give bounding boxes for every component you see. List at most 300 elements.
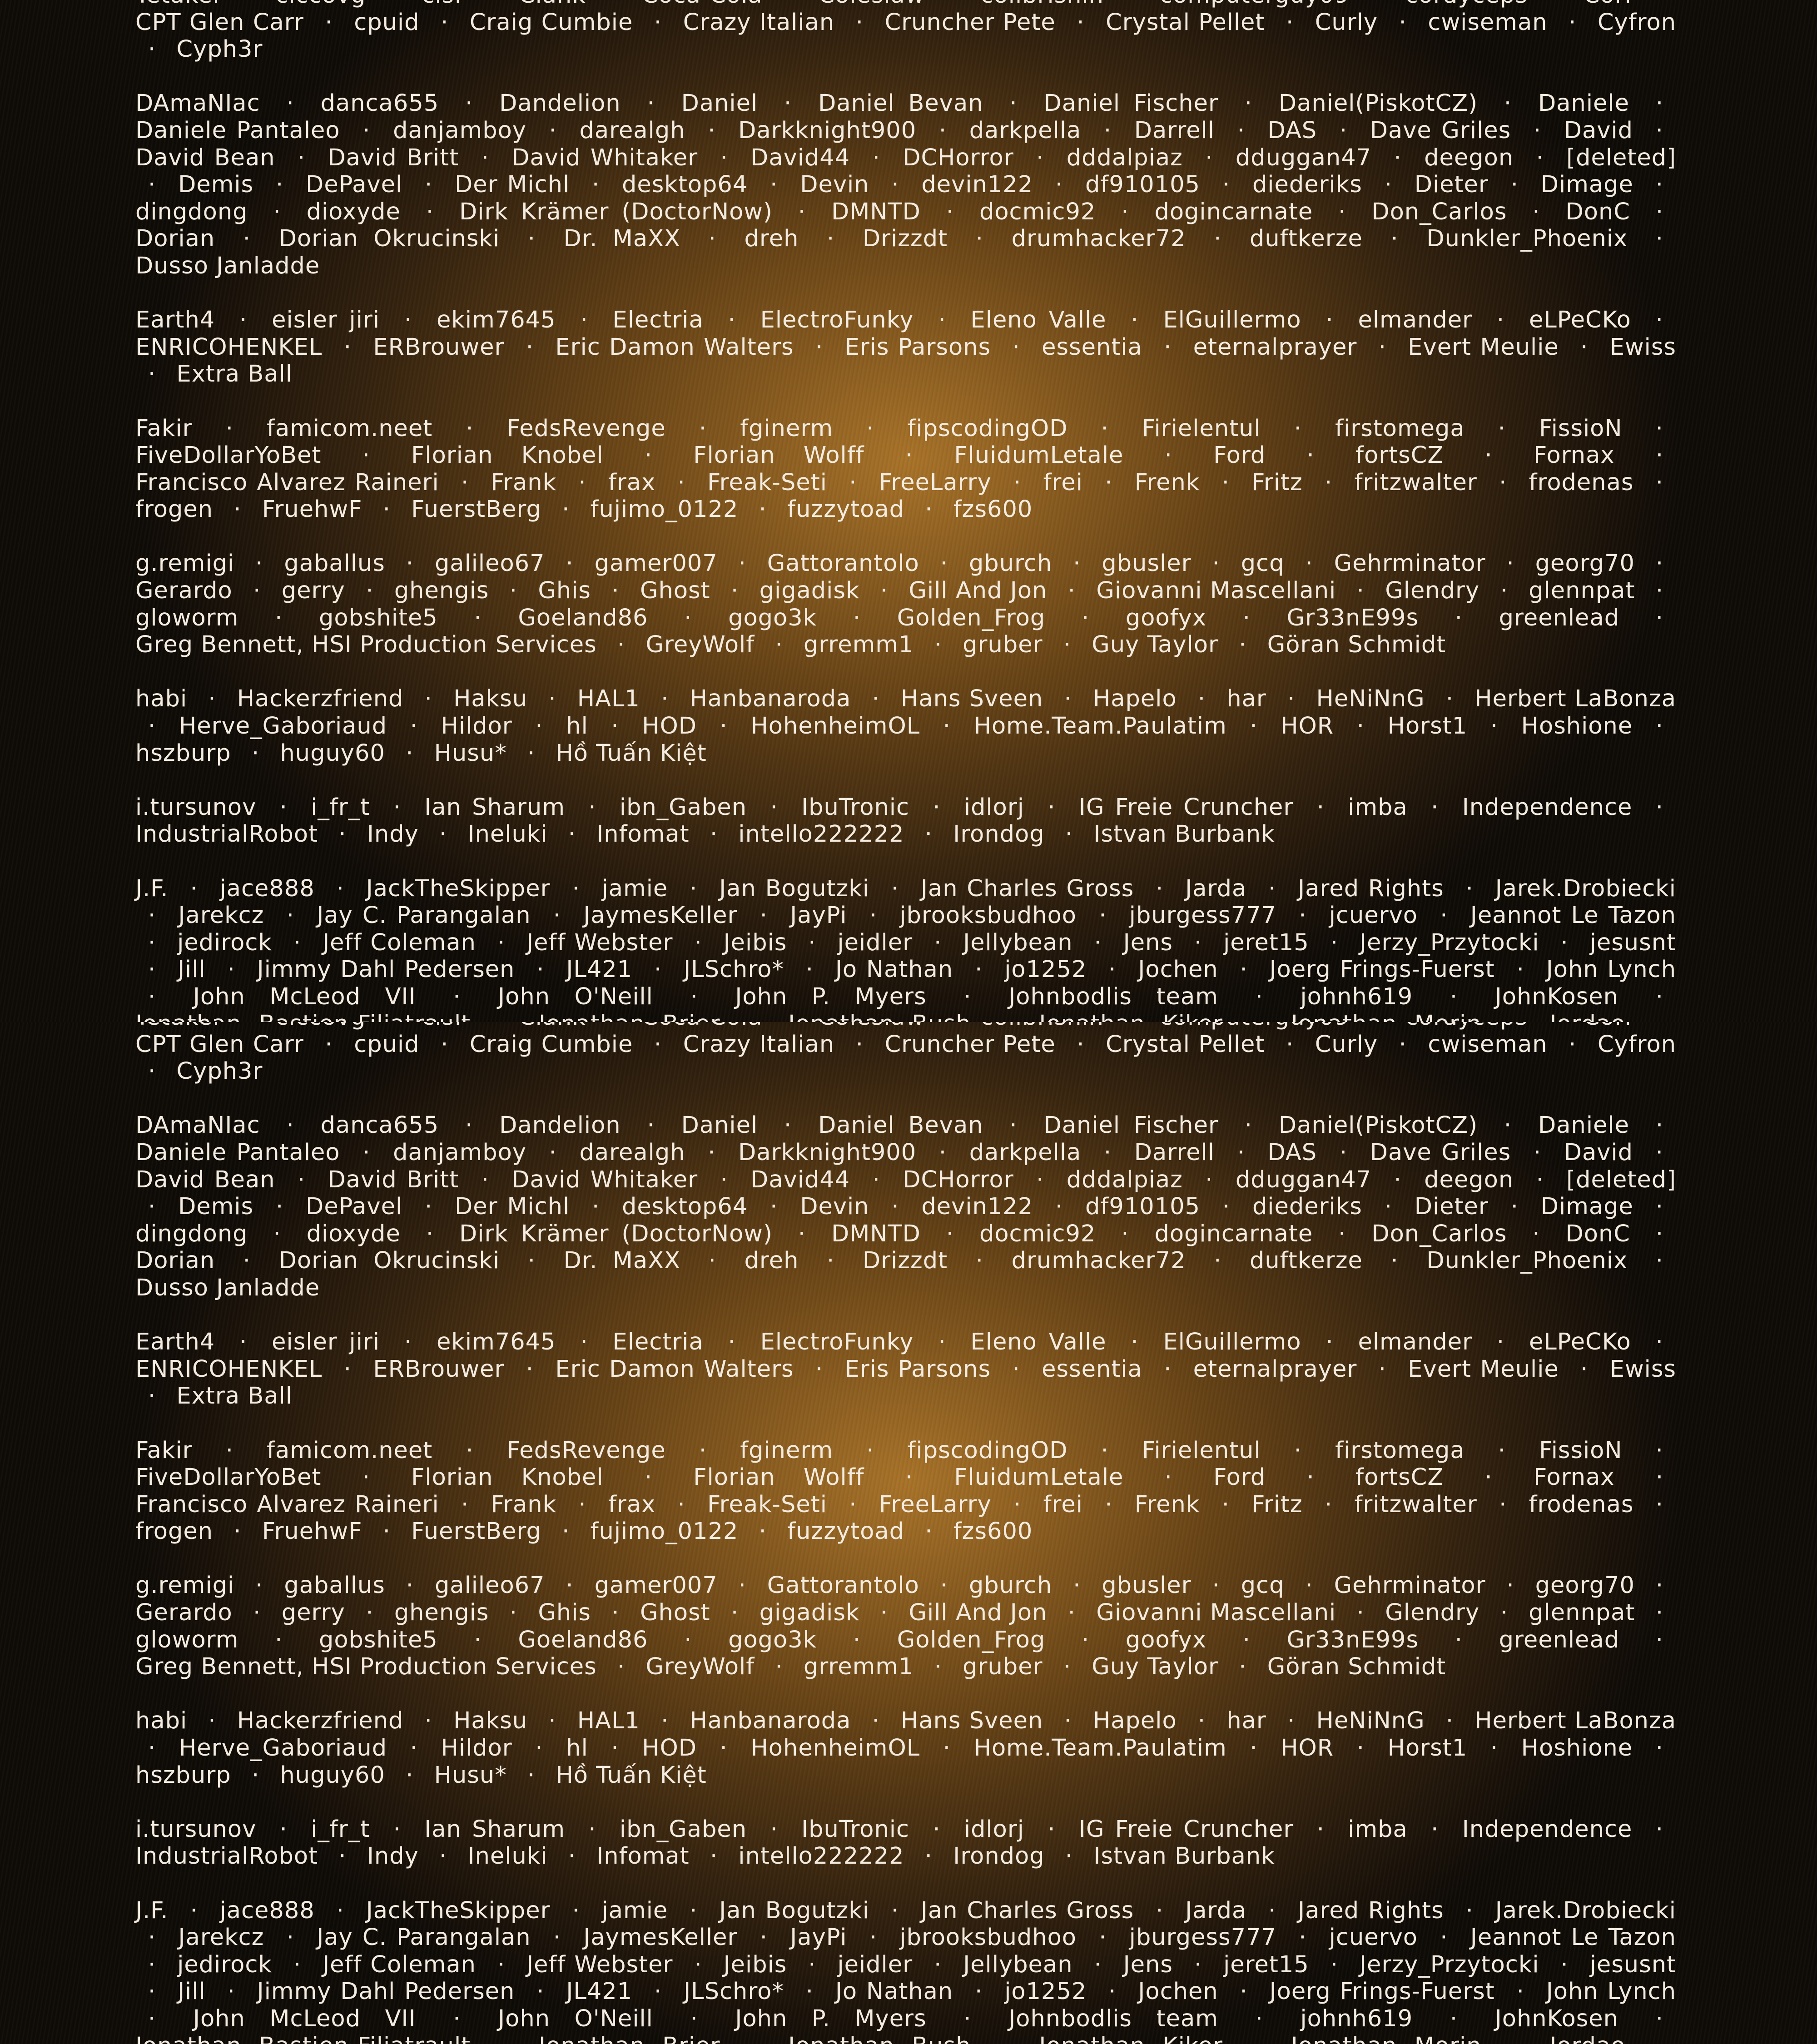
separator-dot: · xyxy=(1488,1599,1521,1626)
separator-dot: · xyxy=(859,685,893,712)
separator-dot: · xyxy=(549,1518,582,1545)
contributor-name: Joerg Frings-Fuerst xyxy=(1270,1978,1495,2005)
contributor-name: diederiks xyxy=(1252,171,1362,198)
separator-dot: · xyxy=(536,685,569,712)
separator-dot: · xyxy=(1237,1735,1270,1761)
contributor-name: FuerstBerg xyxy=(411,496,541,523)
contributor-name: FissioN xyxy=(1539,415,1622,442)
contributor-name: JackTheSkipper xyxy=(366,875,551,902)
contributor-name: gburch xyxy=(969,550,1052,577)
contributor-name: Cyph3r xyxy=(177,36,263,63)
separator-dot: · xyxy=(1001,1491,1034,1518)
contributor-name: FruehwF xyxy=(262,496,362,523)
contributor-name: ElectroFunky xyxy=(760,1329,914,1355)
separator-dot: · xyxy=(859,1707,893,1734)
separator-dot: · xyxy=(452,1112,486,1139)
contributor-name: fginerm xyxy=(740,415,833,442)
contributor-name: grremm1 xyxy=(804,1653,913,1680)
contributor-name: ekim7645 xyxy=(437,1329,556,1355)
contributor-name: John McLeod VII xyxy=(193,983,416,1010)
separator-dot: · xyxy=(1096,1978,1129,2005)
contributor-name: fortsCZ xyxy=(1355,1464,1444,1491)
separator-dot: · xyxy=(1091,1139,1124,1166)
separator-dot: · xyxy=(392,1329,425,1355)
separator-dot: · xyxy=(757,1193,790,1220)
contributor-name: g.remigi xyxy=(135,550,234,577)
contributor-name: df910105 xyxy=(1085,171,1200,198)
separator-dot: · xyxy=(1091,117,1124,144)
separator-dot: · xyxy=(1210,1193,1243,1220)
separator-dot: · xyxy=(1151,1356,1184,1383)
contributor-name: Hanbanaroda xyxy=(690,1707,851,1734)
separator-dot: · xyxy=(1256,875,1289,902)
separator-dot: · xyxy=(135,361,169,387)
separator-dot: · xyxy=(135,171,169,198)
contributor-name: DonC xyxy=(1566,1220,1630,1247)
contributor-name: Gill And Jon xyxy=(909,1599,1048,1626)
contributor-name: ENRICOHENKEL xyxy=(135,334,322,361)
contributor-name: fujimo_0122 xyxy=(591,1518,739,1545)
separator-dot: · xyxy=(1294,1464,1327,1491)
contributor-name: eLPeCKo xyxy=(1529,307,1631,333)
contributor-name: Hoshione xyxy=(1521,713,1633,739)
separator-dot: · xyxy=(1643,225,1676,252)
contributor-name: devin122 xyxy=(921,1193,1033,1220)
contributor-name: Hapelo xyxy=(1093,1707,1177,1734)
contributor-name: GreyWolf xyxy=(645,1653,755,1680)
separator-dot: · xyxy=(726,550,759,577)
separator-dot: · xyxy=(1519,198,1553,225)
separator-dot: · xyxy=(566,469,599,496)
separator-dot: · xyxy=(1498,1193,1531,1220)
contributor-name: Dorian xyxy=(135,225,215,252)
contributor-name: dddalpiaz xyxy=(1067,144,1183,171)
separator-dot: · xyxy=(930,713,963,739)
separator-dot: · xyxy=(921,929,954,956)
separator-dot: · xyxy=(1256,1897,1289,1924)
separator-dot: · xyxy=(1643,1816,1676,1843)
contributor-name: Jeff Coleman xyxy=(323,929,476,956)
separator-dot: · xyxy=(1209,1491,1242,1518)
contributor-name: Der Michl xyxy=(455,171,570,198)
contributor-name: hl xyxy=(566,713,588,739)
contributor-name: Jens xyxy=(1123,929,1173,956)
contributor-name: Craig Cumbie xyxy=(470,1031,633,1058)
separator-dot: · xyxy=(227,1329,260,1355)
contributor-name: dingdong xyxy=(135,1220,248,1247)
separator-dot: · xyxy=(515,740,548,767)
contributor-name: Jan Charles Gross xyxy=(921,875,1134,902)
separator-dot: · xyxy=(1643,90,1676,117)
separator-dot: · xyxy=(1643,1464,1676,1491)
contributor-name: DMNTD xyxy=(831,198,921,225)
separator-dot: · xyxy=(135,1058,169,1085)
separator-dot: · xyxy=(1069,1627,1102,1653)
contributor-name: Eric Damon Walters xyxy=(555,1356,794,1383)
contributor-name: Eleno Valle xyxy=(971,1329,1107,1355)
contributor-name: [deleted] xyxy=(1566,144,1676,171)
separator-dot: · xyxy=(1381,1166,1414,1193)
contributor-name: ghengis xyxy=(394,577,489,604)
separator-dot: · xyxy=(1524,1166,1557,1193)
contributor-name: FiveDollarYoBet xyxy=(135,1464,321,1491)
separator-dot: · xyxy=(1494,1572,1527,1599)
separator-dot: · xyxy=(515,1762,548,1789)
contributor-name: dreh xyxy=(744,225,799,252)
contributor-name: Jan Bogutzki xyxy=(719,1897,869,1924)
contributor-name: HAL1 xyxy=(577,685,640,712)
contributor-name: gerry xyxy=(282,1599,345,1626)
contributor-name: Ian Sharum xyxy=(424,794,565,821)
contributor-name: i.tursunov xyxy=(135,1816,256,1843)
separator-dot: · xyxy=(326,821,359,848)
separator-dot: · xyxy=(1472,442,1505,469)
contributor-name: georg70 xyxy=(1535,550,1635,577)
contributor-name: jedirock xyxy=(177,929,272,956)
contributor-name: eisler jiri xyxy=(272,1329,380,1355)
contributor-name: Indy xyxy=(367,1843,419,1870)
contributor-name: imba xyxy=(1348,1816,1407,1843)
separator-dot: · xyxy=(1292,550,1326,577)
contributor-name: John O'Neill xyxy=(498,2005,653,2032)
separator-dot: · xyxy=(240,1599,273,1626)
separator-dot: · xyxy=(452,90,486,117)
separator-dot: · xyxy=(1366,334,1399,361)
separator-dot: · xyxy=(1312,469,1345,496)
contributor-name: greenlead xyxy=(1499,1627,1619,1653)
separator-dot: · xyxy=(260,1220,293,1247)
separator-dot: · xyxy=(1453,1897,1486,1924)
contributor-name: Electria xyxy=(613,307,704,333)
separator-dot: · xyxy=(747,1924,780,1951)
separator-dot: · xyxy=(135,713,169,739)
separator-dot: · xyxy=(324,1897,357,1924)
contributor-name: Jarekcz xyxy=(179,902,264,929)
separator-dot: · xyxy=(177,875,210,902)
separator-dot: · xyxy=(428,1031,461,1058)
separator-dot: · xyxy=(1488,577,1521,604)
separator-dot: · xyxy=(912,1518,945,1545)
contributor-name: Curly xyxy=(1315,9,1378,36)
separator-dot: · xyxy=(536,1707,569,1734)
separator-dot: · xyxy=(1643,442,1676,469)
separator-dot: · xyxy=(928,1572,961,1599)
separator-dot: · xyxy=(1081,929,1114,956)
separator-dot: · xyxy=(393,1762,426,1789)
separator-dot: · xyxy=(671,1627,705,1653)
separator-dot: · xyxy=(1152,442,1185,469)
separator-dot: · xyxy=(762,1653,795,1680)
separator-dot: · xyxy=(412,685,445,712)
contributor-name: Ineluki xyxy=(468,821,548,848)
contributor-name: Jo Nathan xyxy=(835,956,953,983)
contributor-name: David Bean xyxy=(135,144,275,171)
contributor-name: Crazy Italian xyxy=(683,1031,835,1058)
contributor-name: Dieter xyxy=(1415,171,1489,198)
separator-dot: · xyxy=(677,983,710,1010)
contributor-name: frodenas xyxy=(1529,469,1634,496)
separator-dot: · xyxy=(836,469,869,496)
separator-dot: · xyxy=(412,1707,445,1734)
separator-dot: · xyxy=(1519,1220,1553,1247)
separator-dot: · xyxy=(757,171,790,198)
contributor-name: Jimmy Dahl Pedersen xyxy=(257,956,515,983)
separator-dot: · xyxy=(1096,956,1129,983)
contributor-name: fipscodingOD xyxy=(908,415,1068,442)
separator-dot: · xyxy=(1060,550,1093,577)
contributor-name: Home.Team.Paulatim xyxy=(974,1735,1227,1761)
contributor-name: Husu* xyxy=(434,740,507,767)
contributor-name: essentia xyxy=(1042,334,1142,361)
separator-dot: · xyxy=(350,1464,383,1491)
separator-dot: · xyxy=(262,605,295,631)
contributor-name: gloworm xyxy=(135,605,238,631)
contributor-name: gamer007 xyxy=(595,1572,718,1599)
separator-dot: · xyxy=(1294,442,1327,469)
contributor-name: intello222222 xyxy=(738,821,904,848)
separator-dot: · xyxy=(1227,956,1260,983)
contributor-name: Daniel Bevan xyxy=(818,90,983,117)
separator-dot: · xyxy=(1086,902,1119,929)
contributor-name: Frenk xyxy=(1135,469,1200,496)
separator-dot: · xyxy=(274,902,307,929)
contributor-name: darkpella xyxy=(969,1139,1081,1166)
contributor-name: Jarda xyxy=(1185,875,1246,902)
separator-dot: · xyxy=(962,956,995,983)
separator-dot: · xyxy=(1060,1572,1093,1599)
contributor-name: Ghis xyxy=(538,577,591,604)
separator-dot: · xyxy=(857,1924,890,1951)
contributor-name: intello222222 xyxy=(738,1843,904,1870)
contributor-name: Göran Schmidt xyxy=(1267,1653,1446,1680)
contributor-name: Eric Damon Walters xyxy=(555,334,794,361)
separator-dot: · xyxy=(1437,2005,1470,2032)
separator-dot: · xyxy=(707,1166,740,1193)
separator-dot: · xyxy=(925,307,958,333)
contributor-name: Hildor xyxy=(441,1735,512,1761)
separator-dot: · xyxy=(926,1139,959,1166)
contributor-name: Fritz xyxy=(1251,469,1303,496)
contributor-name: GreyWolf xyxy=(645,631,755,658)
separator-dot: · xyxy=(427,1843,460,1870)
separator-dot: · xyxy=(522,713,556,739)
separator-dot: · xyxy=(393,740,426,767)
contributor-name: Daniel(PiskotCZ) xyxy=(1279,90,1478,117)
separator-dot: · xyxy=(912,1843,945,1870)
contributor-name: ibn_Gaben xyxy=(620,1816,747,1843)
separator-dot: · xyxy=(274,1112,307,1139)
contributor-name: docmic92 xyxy=(979,198,1096,225)
contributor-name: essentia xyxy=(1042,1356,1142,1383)
separator-dot: · xyxy=(1273,1031,1306,1058)
separator-dot: · xyxy=(814,225,847,252)
separator-dot: · xyxy=(331,1356,364,1383)
contributor-name: Fornax xyxy=(1534,442,1615,469)
separator-dot: · xyxy=(696,1247,729,1274)
contributor-name: Gattorantolo xyxy=(767,550,919,577)
separator-dot: · xyxy=(785,1220,819,1247)
contributor-name: DAS xyxy=(1268,1139,1317,1166)
contributor-name: Independence xyxy=(1462,1816,1633,1843)
contributor-name: Jeff Webster xyxy=(526,1951,673,1978)
separator-dot: · xyxy=(135,983,169,1010)
contributor-name: gcq xyxy=(1241,550,1285,577)
separator-dot: · xyxy=(135,2005,169,2032)
separator-dot: · xyxy=(553,1572,586,1599)
separator-dot: · xyxy=(803,1356,836,1383)
separator-dot: · xyxy=(541,1924,574,1951)
contributor-name: habi xyxy=(135,1707,187,1734)
separator-dot: · xyxy=(843,9,876,36)
contributor-name: danca655 xyxy=(321,1112,439,1139)
separator-dot: · xyxy=(549,496,582,523)
separator-dot: · xyxy=(579,171,612,198)
contributor-name: Florian Wolff xyxy=(693,1464,864,1491)
separator-dot: · xyxy=(951,2005,984,2032)
contributor-name: John Lynch xyxy=(1546,956,1676,983)
separator-dot: · xyxy=(1210,171,1243,198)
contributor-name: Ian Sharum xyxy=(424,1816,565,1843)
separator-dot: · xyxy=(857,902,890,929)
contributor-name: Gattorantolo xyxy=(767,1572,919,1599)
contributor-name: CPT Glen Carr xyxy=(135,1031,304,1058)
separator-dot: · xyxy=(793,956,826,983)
contributor-name: DonC xyxy=(1566,198,1630,225)
separator-dot: · xyxy=(195,1707,228,1734)
contributor-name: desktop64 xyxy=(622,1193,748,1220)
separator-dot: · xyxy=(1437,983,1470,1010)
separator-dot: · xyxy=(868,577,901,604)
separator-dot: · xyxy=(795,1951,829,1978)
separator-dot: · xyxy=(707,713,740,739)
contributor-name: gerry xyxy=(282,577,345,604)
contributor-name: Hans Sveen xyxy=(901,685,1043,712)
separator-dot: · xyxy=(566,1491,599,1518)
contributor-name: jeret15 xyxy=(1223,1951,1309,1978)
contributor-name: Glendry xyxy=(1385,577,1479,604)
contributor-name: Jill xyxy=(178,956,206,983)
separator-dot: · xyxy=(412,1193,445,1220)
contributor-name: fginerm xyxy=(740,1437,833,1464)
separator-dot: · xyxy=(1281,1437,1315,1464)
contributor-name: Dorian xyxy=(135,1247,215,1274)
contributor-name: Dandelion xyxy=(499,90,621,117)
contributor-name: JohnKosen xyxy=(1495,2005,1618,2032)
contributor-name: danca655 xyxy=(321,90,439,117)
contributor-name: J.F. xyxy=(135,875,169,902)
contributor-name: frei xyxy=(1043,1491,1083,1518)
contributor-name: jcuervo xyxy=(1329,902,1418,929)
contributor-name: Jimmy Dahl Pedersen xyxy=(257,1978,515,2005)
separator-dot: · xyxy=(1643,1491,1676,1518)
contributor-name: georg70 xyxy=(1535,1572,1635,1599)
separator-dot: · xyxy=(243,1572,276,1599)
separator-dot: · xyxy=(605,1653,638,1680)
separator-dot: · xyxy=(397,1735,431,1761)
separator-dot: · xyxy=(1313,307,1346,333)
contributor-name: jeret15 xyxy=(1223,929,1309,956)
separator-dot: · xyxy=(1292,1572,1326,1599)
contributor-name: Daniele xyxy=(1538,1112,1629,1139)
contributor-name: Hildor xyxy=(441,713,512,739)
contributor-name: gogo3k xyxy=(728,1627,817,1653)
contributor-name: Ford xyxy=(1213,442,1266,469)
contributor-name: dduggan47 xyxy=(1236,1166,1371,1193)
separator-dot: · xyxy=(230,225,263,252)
contributor-name: gigadisk xyxy=(760,1599,860,1626)
separator-dot: · xyxy=(397,713,431,739)
contributor-name: Cyph3r xyxy=(177,1058,263,1085)
contributor-name: Jay C. Parangalan xyxy=(317,1924,531,1951)
separator-dot: · xyxy=(1304,794,1337,821)
separator-dot: · xyxy=(814,1247,847,1274)
contributor-name: Don_Carlos xyxy=(1371,1220,1507,1247)
separator-dot: · xyxy=(1568,1356,1601,1383)
contributor-name: David Britt xyxy=(328,1166,459,1193)
contributor-name: ENRICOHENKEL xyxy=(135,1356,322,1383)
contributor-name: Hackerzfriend xyxy=(237,685,404,712)
contributor-name: Golden_Frog xyxy=(897,1627,1046,1653)
separator-dot: · xyxy=(331,334,364,361)
separator-dot: · xyxy=(963,1247,996,1274)
contributor-name: DAmaNIac xyxy=(135,90,260,117)
separator-dot: · xyxy=(1209,469,1242,496)
contributor-name: frax xyxy=(608,469,655,496)
contributor-name: David44 xyxy=(750,1166,850,1193)
separator-dot: · xyxy=(1433,685,1466,712)
contributor-name: Evert Meulie xyxy=(1408,1356,1559,1383)
contributor-name: darealgh xyxy=(580,1139,685,1166)
contributor-name: Eris Parsons xyxy=(845,334,991,361)
contributor-name: Infomat xyxy=(596,1843,689,1870)
contributor-name: danjamboy xyxy=(393,1139,526,1166)
separator-dot: · xyxy=(469,1166,502,1193)
contributor-name: idlorj xyxy=(964,1816,1024,1843)
contributor-name: Indy xyxy=(367,821,419,848)
separator-dot: · xyxy=(1568,334,1601,361)
contributor-name: Fakir xyxy=(135,1437,193,1464)
separator-dot: · xyxy=(1643,1572,1676,1599)
separator-dot: · xyxy=(524,956,557,983)
contributor-name: dreh xyxy=(744,1247,799,1274)
contributor-name: darealgh xyxy=(580,117,685,144)
contributor-name: Dunkler_Phoenix xyxy=(1426,1247,1628,1274)
contributor-name: i_fr_t xyxy=(311,794,370,821)
contributor-name: Jarekcz xyxy=(179,1924,264,1951)
separator-dot: · xyxy=(135,929,169,956)
separator-dot: · xyxy=(350,1139,383,1166)
separator-dot: · xyxy=(836,1491,869,1518)
contributor-name: fritzwalter xyxy=(1354,1491,1477,1518)
contributor-name: Cyfron xyxy=(1598,9,1676,36)
separator-dot: · xyxy=(747,902,780,929)
contributor-name: gobshite5 xyxy=(319,605,438,631)
contributor-name: har xyxy=(1226,685,1266,712)
contributor-name: dogincarnate xyxy=(1154,1220,1313,1247)
separator-dot: · xyxy=(1088,1437,1122,1464)
contributor-name: Demis xyxy=(178,171,253,198)
separator-dot: · xyxy=(1023,1166,1057,1193)
contributor-name: Freak-Seti xyxy=(707,469,827,496)
separator-dot: · xyxy=(1230,1627,1263,1653)
contributor-name: deegon xyxy=(1424,1166,1514,1193)
separator-dot: · xyxy=(1243,2005,1276,2032)
contributor-name: Dimage xyxy=(1541,1193,1633,1220)
contributor-name: Jan Charles Gross xyxy=(921,1897,1134,1924)
contributor-name: Dirk Krämer (DoctorNow) xyxy=(459,1220,773,1247)
contributor-name: Fakir xyxy=(135,415,193,442)
contributor-name: JLSchro* xyxy=(684,956,784,983)
